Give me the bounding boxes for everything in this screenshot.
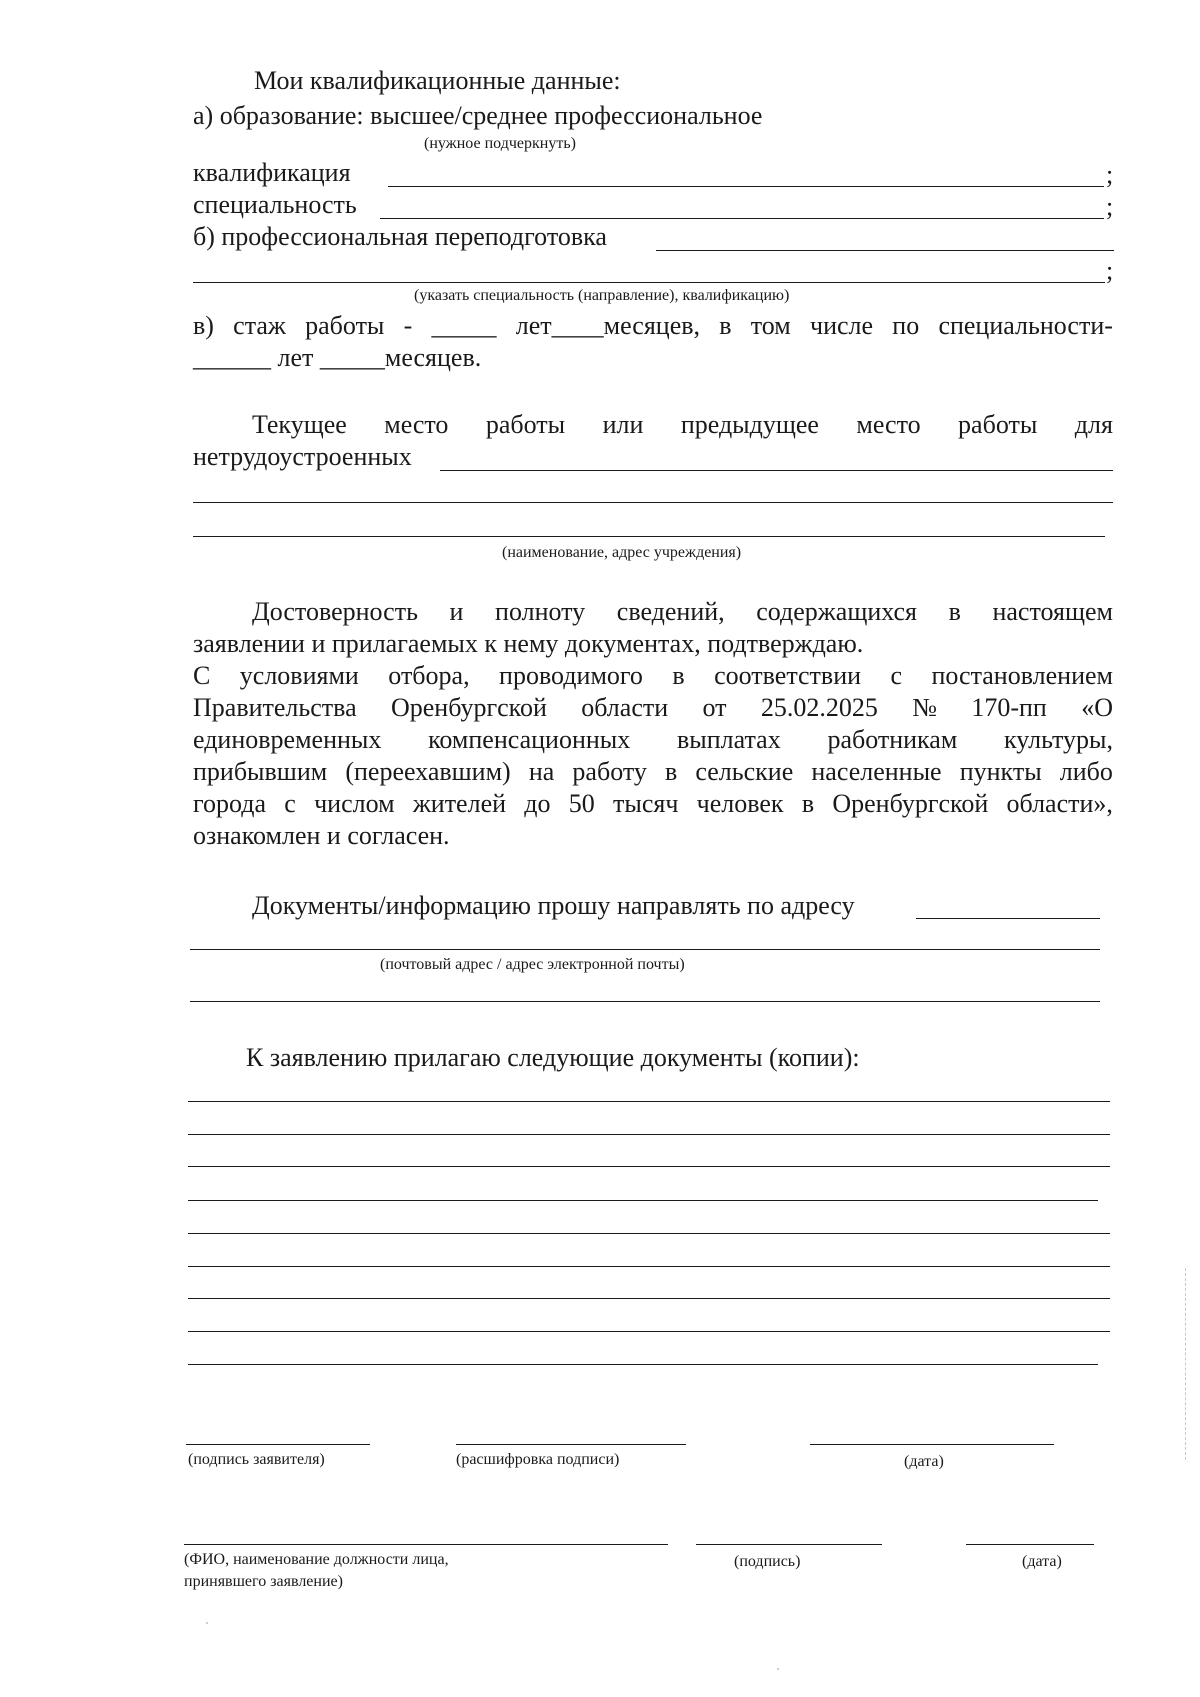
receiver-signature-field[interactable]	[696, 1544, 882, 1545]
attachment-line-3[interactable]	[188, 1166, 1110, 1167]
retraining-field-2[interactable]	[193, 282, 1105, 283]
confirmation-line-8: ознакомлен и согласен.	[193, 821, 450, 850]
retraining-field[interactable]	[656, 250, 1114, 251]
confirmation-line-3: С условиями отбора, проводимого в соответствии с постановлением	[193, 661, 1113, 690]
retraining-semicolon: ;	[1106, 256, 1114, 285]
attachments-label: К заявлению прилагаю следующие документы (копии):	[246, 1043, 860, 1072]
education-note: (нужное подчеркнуть)	[424, 135, 576, 152]
scan-edge-mark	[1185, 1268, 1186, 1460]
receiver-signature-caption: (подпись)	[734, 1553, 801, 1570]
date-caption-1: (дата)	[904, 1453, 944, 1470]
attachment-line-9[interactable]	[188, 1364, 1098, 1365]
applicant-signature-caption: (подпись заявителя)	[188, 1451, 325, 1468]
applicant-signature-field[interactable]	[186, 1444, 370, 1445]
address-field-2[interactable]	[190, 949, 1100, 950]
date-caption-2: (дата)	[1022, 1553, 1062, 1570]
address-field-3[interactable]	[190, 1001, 1100, 1002]
confirmation-line-5: единовременных компенсационных выплатах работникам культуры,	[193, 725, 1113, 754]
workplace-field-2[interactable]	[193, 502, 1113, 503]
qualification-label: квалификация	[193, 158, 351, 187]
attachment-line-4[interactable]	[188, 1200, 1098, 1201]
attachment-line-8[interactable]	[188, 1331, 1110, 1332]
address-label: Документы/информацию прошу направлять по адресу	[252, 891, 855, 920]
date-field-1[interactable]	[810, 1444, 1054, 1445]
specialty-label: специальность	[193, 190, 357, 219]
attachment-line-1[interactable]	[188, 1101, 1110, 1102]
workplace-field[interactable]	[440, 470, 1113, 471]
confirmation-line-6: прибывшим (переехавшим) на работу в сельские населенные пункты либо	[193, 757, 1113, 786]
workplace-field-3[interactable]	[193, 536, 1105, 537]
receiver-name-field[interactable]	[184, 1544, 668, 1545]
scan-speck	[777, 1668, 779, 1670]
workplace-line: Текущее место работы или предыдущее место работы для	[252, 410, 1113, 439]
address-note: (почтовый адрес / адрес электронной почты)	[380, 956, 685, 973]
specialty-field[interactable]	[380, 218, 1104, 219]
attachment-line-7[interactable]	[188, 1298, 1110, 1299]
date-field-2[interactable]	[966, 1544, 1094, 1545]
education-line: а) образование: высшее/среднее профессиональное	[193, 101, 763, 130]
confirmation-line-1: Достоверность и полноту сведений, содержащихся в настоящем	[252, 597, 1113, 626]
attachment-line-5[interactable]	[188, 1233, 1110, 1234]
receiver-caption-2: принявшего заявление)	[184, 1573, 343, 1590]
scan-speck	[206, 1622, 208, 1624]
workplace-note: (наименование, адрес учреждения)	[502, 544, 742, 561]
attachment-line-6[interactable]	[188, 1266, 1110, 1267]
receiver-caption-1: (ФИО, наименование должности лица,	[184, 1551, 449, 1568]
experience-line: в) стаж работы - _____ лет____месяцев, в том числе по специальности-	[193, 311, 1113, 340]
attachment-line-2[interactable]	[188, 1134, 1110, 1135]
confirmation-line-2: заявлении и прилагаемых к нему документах, подтверждаю.	[193, 629, 864, 658]
confirmation-line-7: города с числом жителей до 50 тысяч человек в Оренбургской области»,	[193, 789, 1113, 818]
workplace-label: нетрудоустроенных	[193, 442, 412, 471]
address-field[interactable]	[916, 918, 1100, 919]
qualification-semicolon: ;	[1106, 160, 1114, 189]
signature-decoding-caption: (расшифровка подписи)	[456, 1451, 620, 1468]
confirmation-line-4: Правительства Оренбургской области от 25.02.2025 № 170-пп «О	[193, 693, 1113, 722]
specialty-semicolon: ;	[1106, 192, 1114, 221]
experience-line-2: ______ лет _____месяцев.	[193, 343, 482, 372]
retraining-label: б) профессиональная переподготовка	[193, 222, 607, 251]
qualifications-heading: Мои квалификационные данные:	[254, 66, 621, 95]
retraining-note: (указать специальность (направление), квалификацию)	[414, 287, 790, 304]
qualification-field[interactable]	[388, 186, 1104, 187]
signature-decoding-field[interactable]	[456, 1444, 686, 1445]
